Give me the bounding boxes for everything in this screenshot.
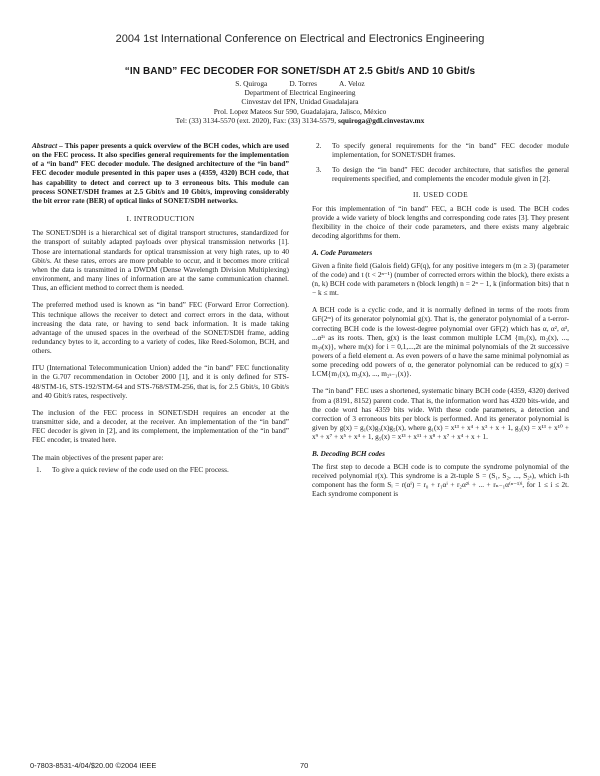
author-address: Prol. Lopez Mateos Sur 590, Guadalajara, Jalisco, México	[213, 106, 387, 116]
paragraph: For this implementation of “in band” FEC, a BCH code is used. The BCH codes provide a wide variety of block lengths and corresponding code rates [3]. They present flexibility in the choice of their code parameters, and there exists many algebraic decoding algorithms for them.	[312, 203, 569, 241]
author-contact-line	[120, 116, 480, 125]
paragraph: The SONET/SDH is a hierarchical set of digital transport structures, standardized for the transport of suitably adapted payloads over physical transmission networks [1]. Those are international standards for optical transmission at very high rates, up to 40 Gbit/s. At these rates, errors are more probable to occur, and it becomes more critical when the data is transmitted in a DWDM (Dense Wavelength Division Multiplexing) environment, and many lines of information are at the same communication channel. Thus, an efficient method to correct them is needed.	[32, 228, 289, 293]
list-item-number: 3.	[316, 165, 322, 175]
list-item-text: To design the “in band” FEC decoder architecture, that satisfies the general requirements specified, and complements the encoder module given in [2].	[332, 165, 569, 184]
paragraph: ITU (International Telecommunication Union) added the “in band” FEC functionality in the G.707 recommendation in October 2000 [1], and it is only defined for STS-48/STM-16, STS-192/STM-64 and STS-768/STM-256, that is, for 2.5 Gbit/s, 10 Gbit/s and 40 Gbit/s rates, respectively.	[32, 363, 289, 400]
list-item-number: 2.	[316, 141, 322, 150]
author-names	[120, 79, 480, 88]
objectives-list-continued	[312, 141, 569, 184]
paragraph: The first step to decode a BCH code is to compute the syndrome polynomial of the received polynomial r(x). This syndrome is a 2t-tuple S = (S₁, S₂, ..., S₂ₜ), which i-th component has the form Sᵢ = r(αⁱ) = r₀ + r₁αⁱ + r₂α²ⁱ + ... + rₙ₋₁α⁽ⁿ⁻¹⁾ⁱ, for 1 ≤ i ≤ 2t. Each syndrome component is	[312, 461, 569, 498]
subsection-heading-decoding: B. Decoding BCH codes	[312, 449, 385, 459]
subsection-heading-code-parameters: A. Code Parameters	[312, 248, 373, 258]
objectives-list	[32, 465, 289, 474]
paragraph: A BCH code is a cyclic code, and it is normally defined in terms of the roots from GF(2ᵐ) of its generator polynomial g(x). That is, the generator polynomial of a t-error-correcting BCH code is the lowest-degree polynomial over GF(2) which has α, α², α³, ...α²ᵗ as its roots. Then, g(x) is the least common multiple LCM {m₁(x), m₂(x), ..., m₂ₜ(x)}, where mᵢ(x) for i = 0,1,...,2t are the minimal polynomials of the 2t successive powers of a field element α. As even powers of α have the same minimal polynomial as some preceding odd powers of α, the generator polynomial can be reduced to g(x) = LCM{m₁(x), m₃(x), ..., m₂ₜ₋₁(x)}.	[312, 305, 569, 379]
author-name: S. Quiroga	[235, 79, 268, 88]
abstract-label: Abstract –	[32, 141, 63, 150]
author-name: A. Veloz	[338, 79, 365, 88]
author-institution: Cinvestav del IPN, Unidad Guadalajara	[241, 97, 359, 107]
author-contact: Tel: (33) 3134-5570 (ext. 2020), Fax: (33) 3134-5579,	[175, 115, 337, 125]
paragraph: Given a finite field (Galois field) GF(q), for any positive integers m (m ≥ 3) (parameter of the code) and t (t < 2ⁿ⁻¹) (number of corrected errors within the block), there exists a (n, k) BCH code with parameters n (block length) n = 2ⁿ − 1, k (information bits) that n − k ≤ mt.	[312, 260, 569, 298]
conference-header: 2004 1st International Conference on Electrical and Electronics Engineering	[115, 33, 485, 45]
authors-block	[120, 79, 480, 125]
paragraph: The inclusion of the FEC process in SONET/SDH requires an encoder at the transmitter side, and a decoder, at the receiver. An implementation of the “in band” FEC decoder is given in [2], and its complement, the implementation of the “in band” FEC encoder, is treated here.	[32, 407, 289, 445]
list-item	[312, 165, 569, 183]
list-item-number: 1.	[36, 464, 42, 474]
list-item	[32, 465, 289, 474]
section-heading-introduction: I. INTRODUCTION	[126, 214, 195, 224]
author-email: squiroga@gdl.cinvestav.mx	[337, 115, 425, 125]
list-item	[312, 141, 569, 159]
footer-isbn: 0-7803-8531-4/04/$20.00 ©2004 IEEE	[30, 761, 157, 770]
left-column	[32, 141, 289, 480]
abstract	[32, 141, 289, 205]
author-name: D. Torres	[289, 79, 317, 88]
paragraph: The “in band” FEC uses a shortened, systematic binary BCH code (4359, 4320) derived from a (8191, 8152) parent code. That is, the information word has 4320 bits-wide, and the code word has 4359 bits wide. With these code parameters, a detection and correction of 3 erroneous bits per block is performed. And its generator polynomial is given by g(x) = g₁(x)g₃(x)g₅(x), where g₁(x) = x¹³ + x⁴ + x³ + x + 1, g₃(x) = x¹³ + x¹⁰ + x⁹ + x⁷ + x⁵ + x⁴ + 1, g₅(x) = x¹³ + x¹¹ + x⁸ + x⁷ + x⁴ + x + 1.	[312, 386, 569, 442]
section-heading-used-code: II. USED CODE	[412, 189, 469, 199]
author-department: Department of Electrical Engineering	[244, 88, 356, 98]
paper-title: “IN BAND” FEC DECODER FOR SONET/SDH AT 2.5 Gbit/s AND 10 Gbit/s	[124, 66, 476, 77]
list-item-text: To give a quick review of the code used on the FEC process.	[52, 464, 229, 474]
paragraph: The preferred method used is known as “in band” FEC (Forward Error Correction). This technique allows the receiver to detect and correct errors in the data, without increasing the data rate, or having to send back information. It is made taking advantage of the unused spaces in the overhead of the SONET/SDH frame, adding redundancy bytes to it, according to a variety of codes, like Reed-Solomon, BCH, and others.	[32, 300, 289, 356]
page-number: 70	[300, 761, 309, 770]
right-column	[312, 141, 569, 506]
list-item-text: To specify general requirements for the “in band” FEC decoder module implementation, for SONET/SDH frames.	[332, 141, 569, 160]
paragraph: The main objectives of the present paper are:	[32, 452, 164, 462]
abstract-text: This paper presents a quick overview of the BCH codes, which are used on the FEC process. It also specifies general requirements for the implementation of a “in band” FEC decoder module. The designed architecture of the “in band” FEC decoder module presented in this paper uses a (4359, 4320) BCH code, that has capability to detect and correct up to 3 erroneous bits. This module can process SONET/SDH frames at 2.5 Gbit/s and 10 Gbit/s, improving considerably the bit error rate (BER) of optical links of SONET/SDH networks.	[32, 141, 289, 205]
